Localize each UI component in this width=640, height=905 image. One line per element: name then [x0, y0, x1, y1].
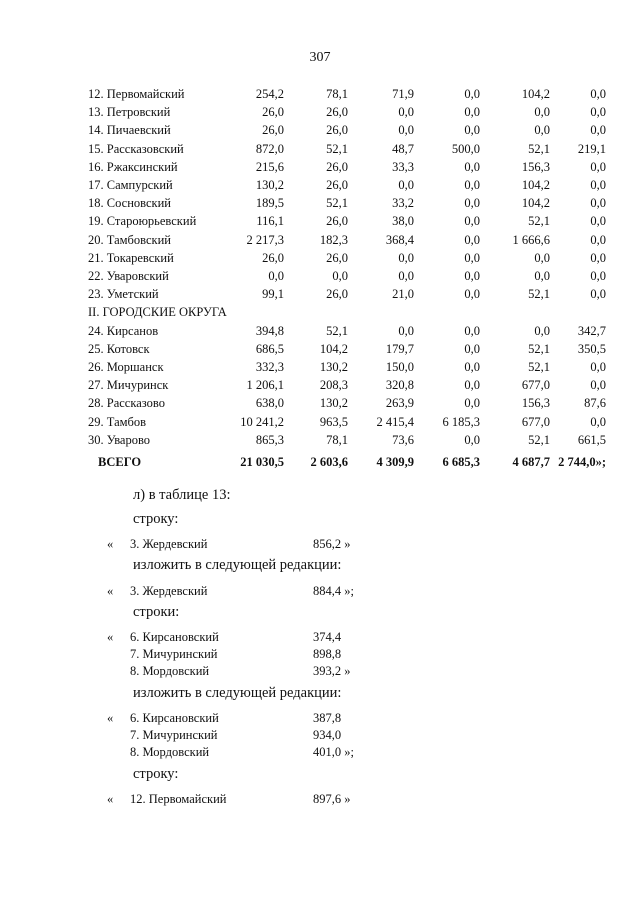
value-cell: 0,0: [590, 360, 606, 375]
table-row: [88, 285, 606, 303]
district-name: ВСЕГО: [98, 455, 142, 470]
value-cell: 215,6: [255, 159, 284, 174]
label-izlozhit: изложить в следующей редакции:: [133, 685, 342, 701]
table-row: [88, 249, 606, 267]
value-cell: 0,0: [464, 250, 480, 265]
value-cell: 48,7: [392, 141, 414, 156]
value-cell: 26,0: [326, 214, 348, 229]
district-name: 20. Тамбовский: [88, 232, 171, 247]
value-cell: 78,1: [326, 87, 348, 101]
total-row: [88, 449, 606, 475]
entry-value: 884,4 »;: [313, 584, 354, 598]
label-stroki: строки:: [133, 604, 180, 620]
value-cell: 130,2: [319, 396, 348, 411]
value-cell: 677,0: [521, 414, 550, 429]
table-row: [88, 267, 606, 285]
table-row: [88, 413, 606, 431]
district-name: 25. Котовск: [88, 341, 150, 356]
value-cell: 0,0: [332, 269, 348, 284]
value-cell: 21,0: [392, 287, 414, 302]
district-name: 26. Моршанск: [88, 360, 164, 375]
value-cell: 219,1: [577, 141, 606, 156]
value-cell: 26,0: [326, 178, 348, 193]
value-cell: 26,0: [326, 287, 348, 302]
value-cell: 71,9: [392, 87, 414, 101]
table-row: [88, 121, 606, 139]
entry-value: 393,2 »: [313, 664, 351, 678]
entry-name: 12. Первомайский: [130, 792, 227, 806]
value-cell: 963,5: [319, 414, 348, 429]
value-cell: 104,2: [521, 178, 550, 193]
table-row: [88, 212, 606, 230]
table-row: [88, 158, 606, 176]
entry-value: 387,8: [313, 711, 342, 725]
table-row: [88, 103, 606, 121]
value-cell: 182,3: [319, 232, 348, 247]
entry-name: 8. Мордовский: [130, 745, 210, 759]
value-cell: 2 415,4: [376, 414, 414, 429]
value-cell: 0,0: [464, 360, 480, 375]
entry-value: 897,6 »: [313, 792, 351, 806]
value-cell: 0,0: [590, 287, 606, 302]
value-cell: 677,0: [521, 378, 550, 393]
open-quote: «: [107, 584, 114, 598]
value-cell: 26,0: [262, 123, 284, 138]
value-cell: 661,5: [577, 432, 606, 447]
table-row: [88, 394, 606, 412]
entry-value: 856,2 »: [313, 537, 351, 551]
value-cell: 52,1: [528, 214, 550, 229]
value-cell: 21 030,5: [240, 455, 284, 470]
value-cell: 33,3: [392, 159, 414, 174]
value-cell: 0,0: [534, 250, 550, 265]
district-name: 13. Петровский: [88, 105, 171, 120]
value-cell: 394,8: [255, 323, 284, 338]
value-cell: 87,6: [584, 396, 606, 411]
entry-name: 3. Жердевский: [130, 584, 208, 598]
district-name: 19. Староюрьевский: [88, 214, 197, 229]
value-cell: 0,0: [590, 232, 606, 247]
table-row: [88, 431, 606, 449]
district-name: 18. Сосновский: [88, 196, 171, 211]
district-name: 15. Рассказовский: [88, 141, 184, 156]
value-cell: 156,3: [521, 396, 550, 411]
value-cell: 0,0: [398, 123, 414, 138]
open-quote: «: [107, 792, 114, 806]
table-row: [88, 322, 606, 340]
district-name: 29. Тамбов: [88, 414, 147, 429]
district-name: 23. Уметский: [88, 287, 159, 302]
value-cell: 0,0: [268, 269, 284, 284]
district-name: 17. Сампурский: [88, 178, 173, 193]
value-cell: 368,4: [385, 232, 414, 247]
value-cell: 872,0: [255, 141, 284, 156]
value-cell: 104,2: [521, 87, 550, 101]
value-cell: 0,0: [534, 269, 550, 284]
value-cell: 0,0: [590, 250, 606, 265]
entry-value: 898,8: [313, 647, 342, 661]
value-cell: 1 206,1: [246, 378, 284, 393]
value-cell: 10 241,2: [240, 414, 284, 429]
district-name: 27. Мичуринск: [88, 378, 169, 393]
amendment-l-heading: л) в таблице 13:: [133, 487, 231, 503]
entry-value: 374,4: [313, 630, 342, 644]
table-row: [88, 85, 606, 103]
value-cell: 130,2: [319, 360, 348, 375]
value-cell: 0,0: [398, 178, 414, 193]
value-cell: 78,1: [326, 432, 348, 447]
value-cell: 0,0: [464, 323, 480, 338]
value-cell: 6 185,3: [442, 414, 480, 429]
value-cell: 0,0: [464, 196, 480, 211]
value-cell: 104,2: [319, 341, 348, 356]
table-row: [88, 358, 606, 376]
entry-name: 3. Жердевский: [130, 537, 208, 551]
district-name: 16. Ржаксинский: [88, 159, 178, 174]
value-cell: 0,0: [398, 250, 414, 265]
value-cell: 26,0: [326, 159, 348, 174]
value-cell: 0,0: [464, 396, 480, 411]
value-cell: 52,1: [528, 141, 550, 156]
value-cell: 254,2: [255, 87, 284, 101]
table-row: [88, 340, 606, 358]
value-cell: 865,3: [255, 432, 284, 447]
open-quote: «: [107, 711, 114, 725]
value-cell: 52,1: [326, 196, 348, 211]
table-row: [88, 376, 606, 394]
district-name: 12. Первомайский: [88, 87, 185, 101]
value-cell: 6 685,3: [442, 455, 480, 470]
value-cell: 4 687,7: [512, 455, 550, 470]
section-heading-row: [88, 303, 606, 321]
value-cell: 52,1: [528, 287, 550, 302]
entry-name: 8. Мордовский: [130, 664, 210, 678]
open-quote: «: [107, 630, 114, 644]
value-cell: 0,0: [590, 269, 606, 284]
entry-name: 6. Кирсановский: [130, 711, 219, 725]
value-cell: 0,0: [464, 123, 480, 138]
value-cell: 0,0: [464, 159, 480, 174]
value-cell: 0,0: [534, 323, 550, 338]
district-name: 21. Токаревский: [88, 250, 174, 265]
label-izlozhit: изложить в следующей редакции:: [133, 557, 342, 573]
value-cell: 638,0: [255, 396, 284, 411]
value-cell: 52,1: [326, 141, 348, 156]
value-cell: 156,3: [521, 159, 550, 174]
value-cell: 99,1: [262, 287, 284, 302]
entry-name: 6. Кирсановский: [130, 630, 219, 644]
value-cell: 52,1: [528, 341, 550, 356]
value-cell: 26,0: [262, 105, 284, 120]
value-cell: 26,0: [326, 105, 348, 120]
value-cell: 0,0: [464, 432, 480, 447]
entry-name: 7. Мичуринский: [130, 647, 218, 661]
value-cell: 0,0: [590, 178, 606, 193]
value-cell: 0,0: [464, 341, 480, 356]
value-cell: 38,0: [392, 214, 414, 229]
value-cell: 2 744,0»;: [558, 455, 606, 470]
label-stroku: строку:: [133, 766, 179, 782]
value-cell: 332,3: [255, 360, 284, 375]
district-name: 22. Уваровский: [88, 269, 169, 284]
value-cell: 1 666,6: [512, 232, 550, 247]
value-cell: 104,2: [521, 196, 550, 211]
district-name: 30. Уварово: [88, 432, 151, 447]
district-name: 24. Кирсанов: [88, 323, 159, 338]
value-cell: 0,0: [398, 105, 414, 120]
value-cell: 342,7: [577, 323, 606, 338]
value-cell: 26,0: [262, 250, 284, 265]
budget-table: [88, 85, 606, 475]
value-cell: 0,0: [464, 378, 480, 393]
value-cell: 52,1: [326, 323, 348, 338]
table-row: [88, 176, 606, 194]
value-cell: 2 603,6: [310, 455, 348, 470]
value-cell: 0,0: [590, 378, 606, 393]
table-row: [88, 140, 606, 158]
table-row: [88, 231, 606, 249]
section-title: II. ГОРОДСКИЕ ОКРУГА: [88, 305, 227, 320]
value-cell: 0,0: [534, 123, 550, 138]
table-row: [88, 194, 606, 212]
value-cell: 52,1: [528, 360, 550, 375]
value-cell: 0,0: [590, 214, 606, 229]
value-cell: 33,2: [392, 196, 414, 211]
value-cell: 150,0: [385, 360, 414, 375]
value-cell: 0,0: [534, 105, 550, 120]
value-cell: 2 217,3: [246, 232, 284, 247]
value-cell: 350,5: [577, 341, 606, 356]
value-cell: 130,2: [255, 178, 284, 193]
value-cell: 26,0: [326, 250, 348, 265]
value-cell: 0,0: [398, 269, 414, 284]
value-cell: 116,1: [256, 214, 284, 229]
value-cell: 52,1: [528, 432, 550, 447]
value-cell: 0,0: [590, 414, 606, 429]
entry-name: 7. Мичуринский: [130, 728, 218, 742]
value-cell: 0,0: [464, 287, 480, 302]
value-cell: 263,9: [385, 396, 414, 411]
value-cell: 0,0: [590, 159, 606, 174]
entry-value: 401,0 »;: [313, 745, 354, 759]
value-cell: 0,0: [464, 178, 480, 193]
value-cell: 189,5: [255, 196, 284, 211]
value-cell: 0,0: [398, 323, 414, 338]
value-cell: 0,0: [464, 269, 480, 284]
value-cell: 4 309,9: [376, 455, 414, 470]
value-cell: 320,8: [385, 378, 414, 393]
open-quote: «: [107, 537, 114, 551]
value-cell: 0,0: [590, 196, 606, 211]
label-stroku: строку:: [133, 511, 179, 527]
value-cell: 208,3: [319, 378, 348, 393]
district-name: 14. Пичаевский: [88, 123, 171, 138]
entry-value: 934,0: [313, 728, 342, 742]
value-cell: 179,7: [385, 341, 414, 356]
value-cell: 0,0: [464, 214, 480, 229]
district-name: 28. Рассказово: [88, 396, 165, 411]
value-cell: 0,0: [590, 105, 606, 120]
value-cell: 0,0: [464, 105, 480, 120]
value-cell: 26,0: [326, 123, 348, 138]
value-cell: 0,0: [464, 232, 480, 247]
value-cell: 0,0: [590, 123, 606, 138]
value-cell: 686,5: [255, 341, 284, 356]
value-cell: 0,0: [464, 87, 480, 101]
value-cell: 500,0: [451, 141, 480, 156]
value-cell: 0,0: [590, 87, 606, 101]
value-cell: 73,6: [392, 432, 414, 447]
page-number: 307: [309, 50, 331, 65]
